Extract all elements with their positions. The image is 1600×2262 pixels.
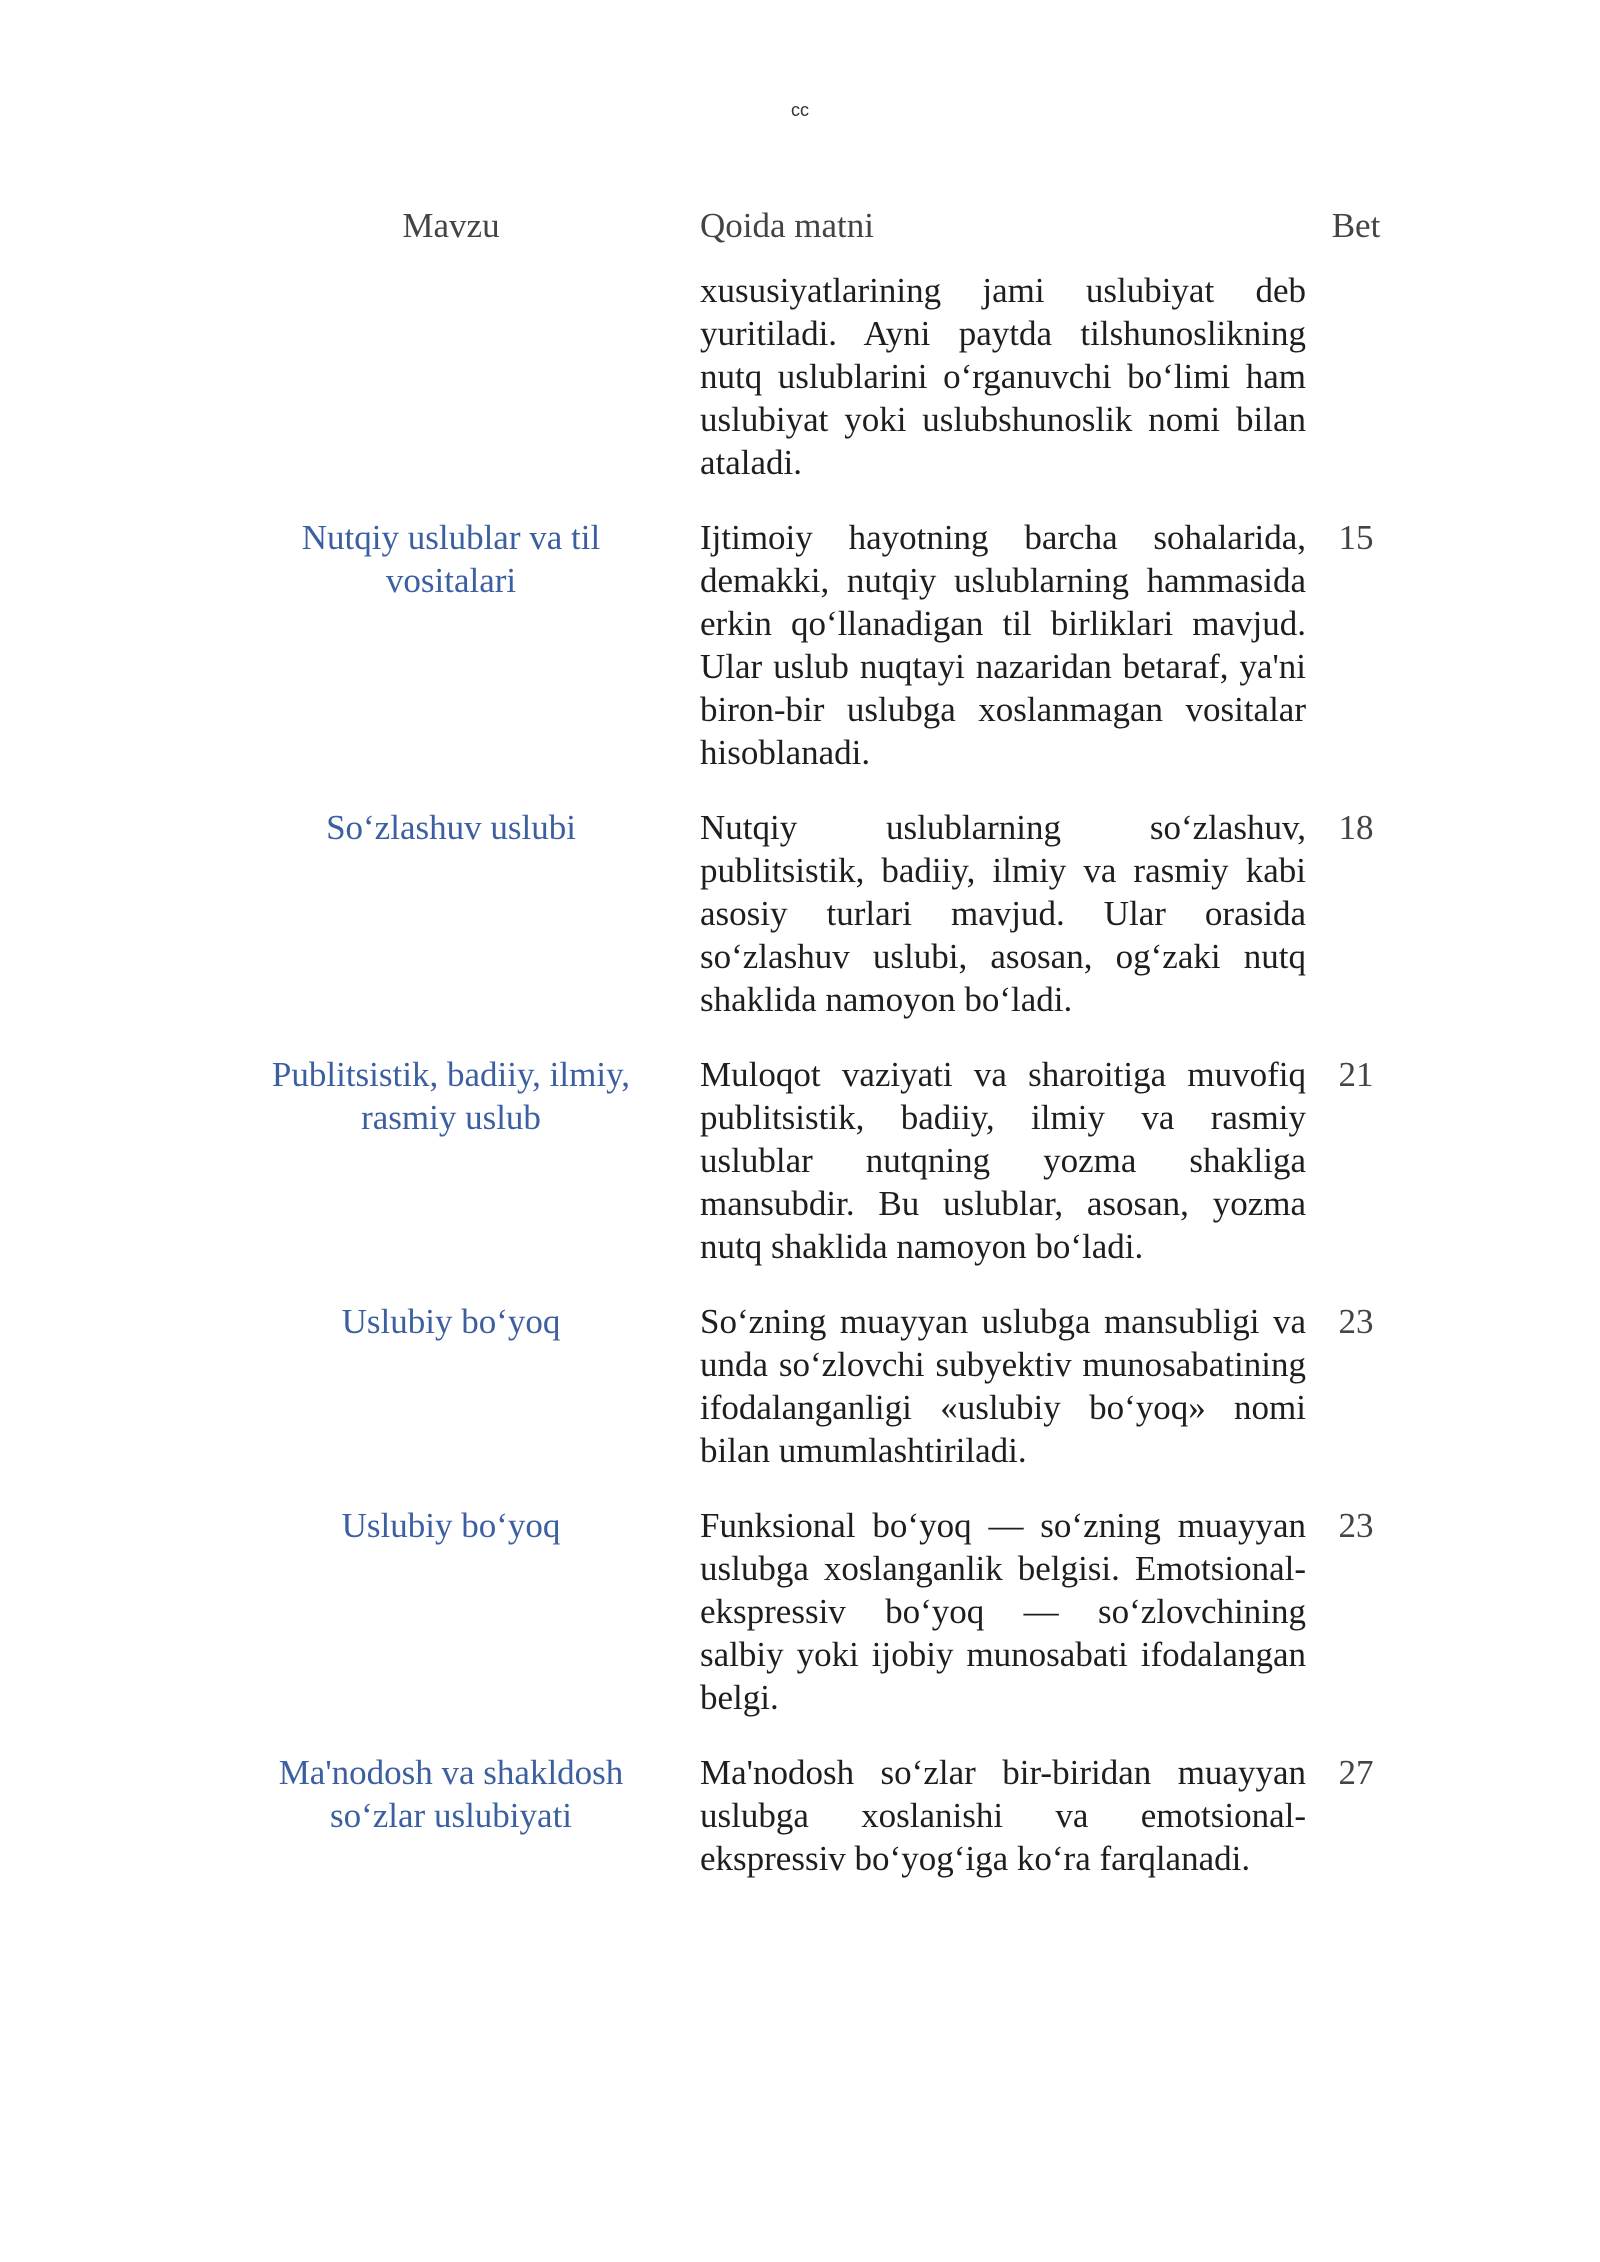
table-row: [246, 1053, 1406, 1268]
column-header-page: Bet: [1331, 206, 1381, 245]
rule-text: Ma'nodosh so‘zlar bir-biridan muayyan uslubga xoslanishi va emotsional-ekspressiv bo‘yog‘iga ko‘ra farqlanadi.: [700, 1753, 1306, 1878]
column-header-topic: Mavzu: [402, 206, 500, 245]
table-row: [246, 1300, 1406, 1472]
rule-text: xususiyatlarining jami uslubiyat deb yuritiladi. Ayni paytda tilshunoslikning nutq uslublarini o‘rganuvchi bo‘limi ham uslubiyat yoki uslubshunoslik nomi bilan ataladi.: [700, 271, 1306, 482]
topic-link[interactable]: Nutqiy uslublar va til vositalari: [301, 518, 601, 600]
page-number: 21: [1338, 1055, 1374, 1094]
page-number: 27: [1338, 1753, 1374, 1792]
page-number: 18: [1338, 808, 1374, 847]
page-number: 23: [1338, 1506, 1374, 1545]
page-number: 23: [1338, 1302, 1374, 1341]
topic-link[interactable]: Publitsistik, badiiy, ilmiy, rasmiy uslub: [271, 1055, 631, 1137]
rule-text: Nutqiy uslublarning so‘zlashuv, publitsistik, badiiy, ilmiy va rasmiy kabi asosiy turlari mavjud. Ular orasida so‘zlashuv uslubi, asosan, og‘zaki nutq shaklida namoyon bo‘ladi.: [700, 808, 1306, 1019]
topic-link[interactable]: [246, 269, 700, 484]
table-row: [246, 1751, 1406, 1880]
page-number: [1306, 269, 1406, 484]
rule-text: Muloqot vaziyati va sharoitiga muvofiq publitsistik, badiiy, ilmiy va rasmiy uslublar nutqning yozma shakliga mansubdir. Bu uslublar, asosan, yozma nutq shaklida namoyon bo‘ladi.: [700, 1055, 1306, 1266]
table-row: [246, 806, 1406, 1021]
topic-link[interactable]: Uslubiy bo‘yoq: [341, 1506, 561, 1545]
page-number: 15: [1338, 518, 1374, 557]
page-header-mark: cc: [791, 100, 809, 120]
rules-table: [246, 203, 1406, 1912]
rule-text: So‘zning muayyan uslubga mansubligi va unda so‘zlovchi subyektiv munosabatining ifodalanganligi «uslubiy bo‘yoq» nomi bilan umumlashtiriladi.: [700, 1302, 1306, 1470]
column-header-rule-text: Qoida matni: [700, 206, 874, 245]
rule-text: Ijtimoiy hayotning barcha sohalarida, demakki, nutqiy uslublarning hammasida erkin qo‘llanadigan til birliklari mavjud. Ular uslub nuqtayi nazaridan betaraf, ya'ni biron-bir uslubga xoslanmagan vositalar hisoblanadi.: [700, 518, 1306, 772]
rule-text: Funksional bo‘yoq — so‘zning muayyan uslubga xoslanganlik belgisi. Emotsional-ekspressiv bo‘yoq — so‘zlovchining salbiy yoki ijobiy munosabati ifodalangan belgi.: [700, 1506, 1306, 1717]
table-row: [246, 1504, 1406, 1719]
table-row: [246, 269, 1406, 484]
topic-link[interactable]: Ma'nodosh va shakldosh so‘zlar uslubiyati: [278, 1753, 624, 1835]
table-row: [246, 516, 1406, 774]
topic-link[interactable]: So‘zlashuv uslubi: [326, 808, 576, 847]
table-header-row: [246, 203, 1406, 249]
topic-link[interactable]: Uslubiy bo‘yoq: [341, 1302, 561, 1341]
